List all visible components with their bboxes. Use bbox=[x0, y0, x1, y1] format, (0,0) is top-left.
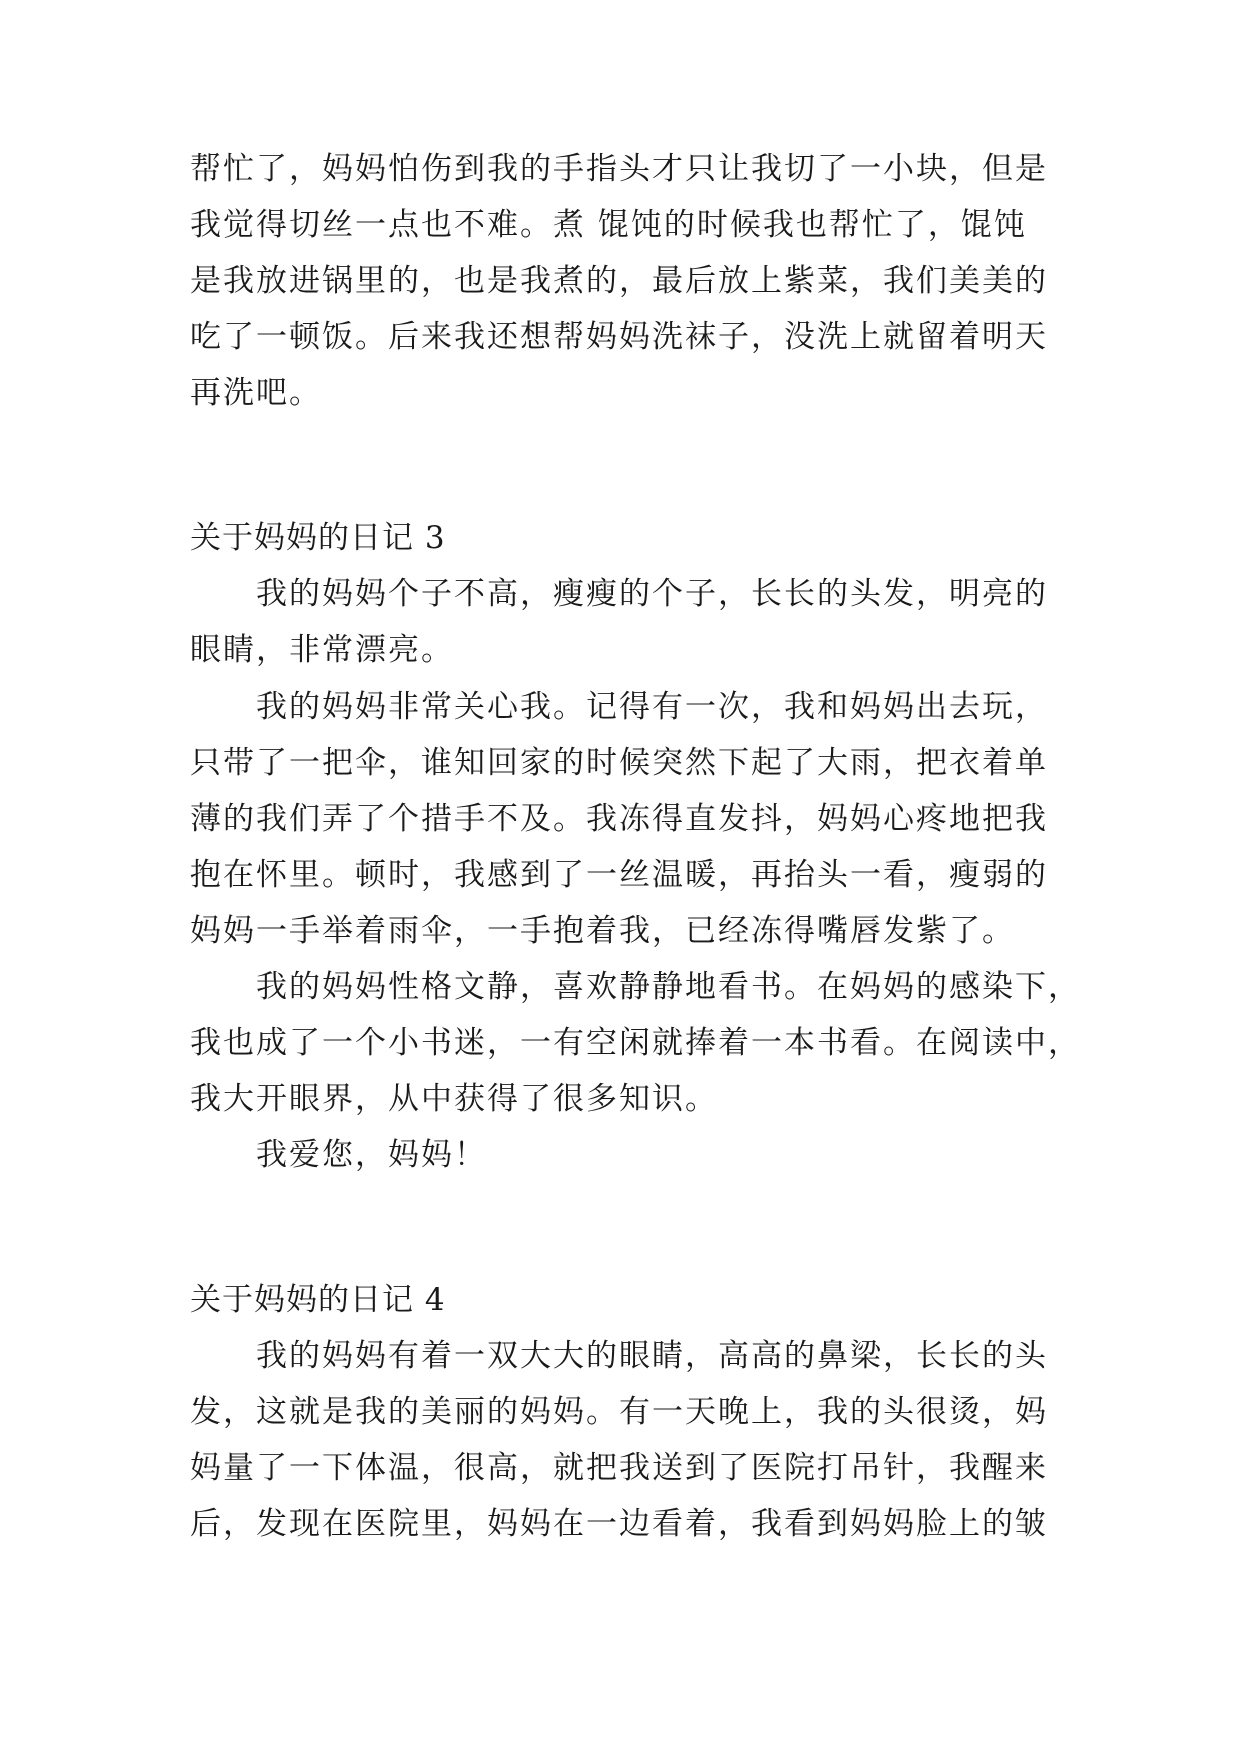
text-line: 后，发现在医院里，妈妈在一边看着，我看到妈妈脸上的皱 bbox=[190, 1506, 1048, 1542]
text-line: 妈量了一下体温，很高，就把我送到了医院打吊针，我醒来 bbox=[190, 1450, 1048, 1486]
text-line: 抱在怀里。顿时，我感到了一丝温暖，再抬头一看，瘦弱的 bbox=[190, 857, 1048, 893]
text-line: 发，这就是我的美丽的妈妈。有一天晚上，我的头很烫，妈 bbox=[190, 1394, 1048, 1430]
text-line: 薄的我们弄了个措手不及。我冻得直发抖，妈妈心疼地把我 bbox=[190, 801, 1048, 837]
text-line: 我的妈妈性格文静，喜欢静静地看书。在妈妈的感染下， bbox=[256, 969, 1081, 1005]
text-line: 我觉得切丝一点也不难。煮 馄饨的时候我也帮忙了，馄饨 bbox=[190, 207, 1027, 243]
text-line: 再洗吧。 bbox=[190, 375, 322, 411]
text-line: 我的妈妈非常关心我。记得有一次，我和妈妈出去玩， bbox=[256, 689, 1048, 725]
text-line: 我也成了一个小书迷，一有空闲就捧着一本书看。在阅读中， bbox=[190, 1025, 1081, 1061]
section-title-diary-3: 关于妈妈的日记 3 bbox=[190, 520, 446, 556]
text-line: 吃了一顿饭。后来我还想帮妈妈洗袜子，没洗上就留着明天 bbox=[190, 319, 1048, 355]
text-line: 我大开眼界，从中获得了很多知识。 bbox=[190, 1081, 718, 1117]
text-line: 我爱您，妈妈！ bbox=[256, 1137, 487, 1173]
text-line: 眼睛，非常漂亮。 bbox=[190, 632, 454, 668]
text-line: 是我放进锅里的，也是我煮的，最后放上紫菜，我们美美的 bbox=[190, 263, 1048, 299]
text-line: 帮忙了，妈妈怕伤到我的手指头才只让我切了一小块，但是 bbox=[190, 151, 1048, 187]
text-line: 我的妈妈个子不高，瘦瘦的个子，长长的头发，明亮的 bbox=[256, 576, 1048, 612]
text-line: 只带了一把伞，谁知回家的时候突然下起了大雨，把衣着单 bbox=[190, 745, 1048, 781]
text-line: 我的妈妈有着一双大大的眼睛，高高的鼻梁，长长的头 bbox=[256, 1338, 1048, 1374]
text-line: 妈妈一手举着雨伞，一手抱着我，已经冻得嘴唇发紫了。 bbox=[190, 913, 1015, 949]
section-title-diary-4: 关于妈妈的日记 4 bbox=[190, 1282, 446, 1318]
